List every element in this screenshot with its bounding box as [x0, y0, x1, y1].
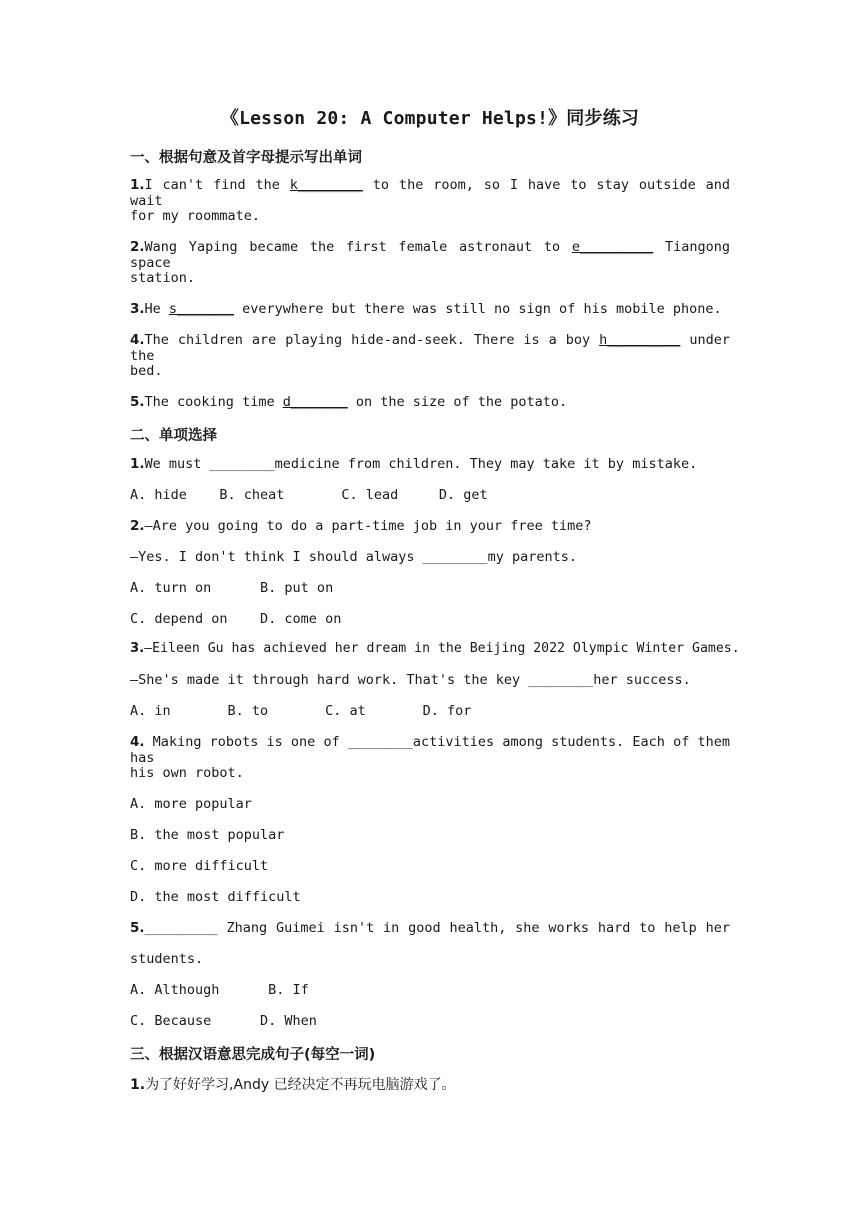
s2-q1-options: A. hide B. cheat C. lead D. get — [130, 487, 488, 503]
s2-q5-line1: 5._________ Zhang Guimei isn't in good health, she works hard to help her — [130, 920, 730, 936]
s1-q4-line1: 4.The children are playing hide-and-seek. There is a boy h_________ under the — [130, 332, 730, 364]
s2-q5-options2: C. Because D. When — [130, 1013, 317, 1029]
s2-q4-line1: 4. Making robots is one of ________activities among students. Each of them has — [130, 734, 730, 766]
s2-q3-options: A. in B. to C. at D. for — [130, 703, 472, 719]
s2-q4-line2: his own robot. — [130, 765, 244, 781]
s2-q4-option-c: C. more difficult — [130, 858, 269, 874]
s2-q4-option-b: B. the most popular — [130, 827, 285, 843]
s2-q1: 1.We must ________medicine from children. They may take it by mistake. — [130, 456, 698, 472]
s2-q4-option-d: D. the most difficult — [130, 889, 301, 905]
section3-heading: 三、根据汉语意思完成句子(每空一词) — [130, 1047, 376, 1063]
s2-q3-line2: —She's made it through hard work. That's the key ________her success. — [130, 672, 691, 688]
s2-q5-line2: students. — [130, 951, 204, 967]
s2-q2-line2: —Yes. I don't think I should always ________my parents. — [130, 549, 578, 565]
section1-heading: 一、根据句意及首字母提示写出单词 — [130, 150, 362, 166]
s1-q5: 5.The cooking time d_______ on the size of the potato. — [130, 394, 568, 410]
s2-q5-options1: A. Although B. If — [130, 982, 309, 998]
s1-q3: 3.He s_______ everywhere but there was still no sign of his mobile phone. — [130, 301, 722, 317]
s2-q2-options1: A. turn on B. put on — [130, 580, 334, 596]
s3-q1: 1.为了好好学习,Andy 已经决定不再玩电脑游戏了。 — [130, 1077, 456, 1093]
s1-q2-line1: 2.Wang Yaping became the first female astronaut to e_________ Tiangong space — [130, 239, 730, 271]
s1-q2-line2: station. — [130, 270, 196, 286]
page-title: 《Lesson 20: A Computer Helps!》同步练习 — [220, 108, 640, 129]
s1-q1-line1: 1.I can't find the k________ to the room, so I have to stay outside and wait — [130, 177, 730, 209]
s1-q4-line2: bed. — [130, 363, 163, 379]
section2-heading: 二、单项选择 — [130, 428, 217, 444]
s2-q4-option-a: A. more popular — [130, 796, 252, 812]
s2-q3-line1: 3.—Eileen Gu has achieved her dream in the Beijing 2022 Olympic Winter Games. — [130, 641, 740, 656]
s1-q1-line2: for my roommate. — [130, 208, 261, 224]
s2-q2-line1: 2.—Are you going to do a part-time job in your free time? — [130, 518, 592, 534]
s2-q2-options2: C. depend on D. come on — [130, 611, 342, 627]
